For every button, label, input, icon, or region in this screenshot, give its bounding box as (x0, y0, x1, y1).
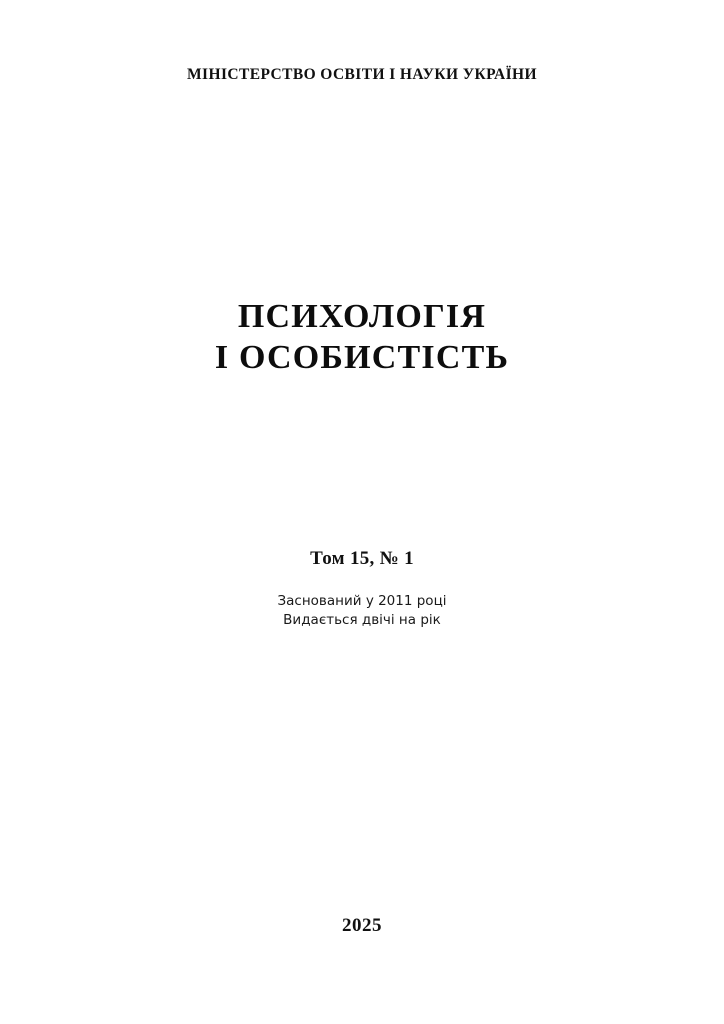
journal-title-line-2: І ОСОБИСТІСТЬ (214, 339, 510, 376)
publication-frequency-line: Видається двічі на рік (283, 612, 441, 628)
founded-year-line: Заснований у 2011 році (277, 593, 447, 609)
publication-year: 2025 (342, 915, 382, 936)
journal-title-line-1: ПСИХОЛОГІЯ (237, 298, 487, 335)
volume-issue-label: Том 15, № 1 (310, 548, 414, 569)
journal-title (0, 296, 724, 378)
publisher-ministry-line: МІНІСТЕРСТВО ОСВІТИ І НАУКИ УКРАЇНИ (187, 66, 537, 83)
publication-details (0, 592, 724, 630)
